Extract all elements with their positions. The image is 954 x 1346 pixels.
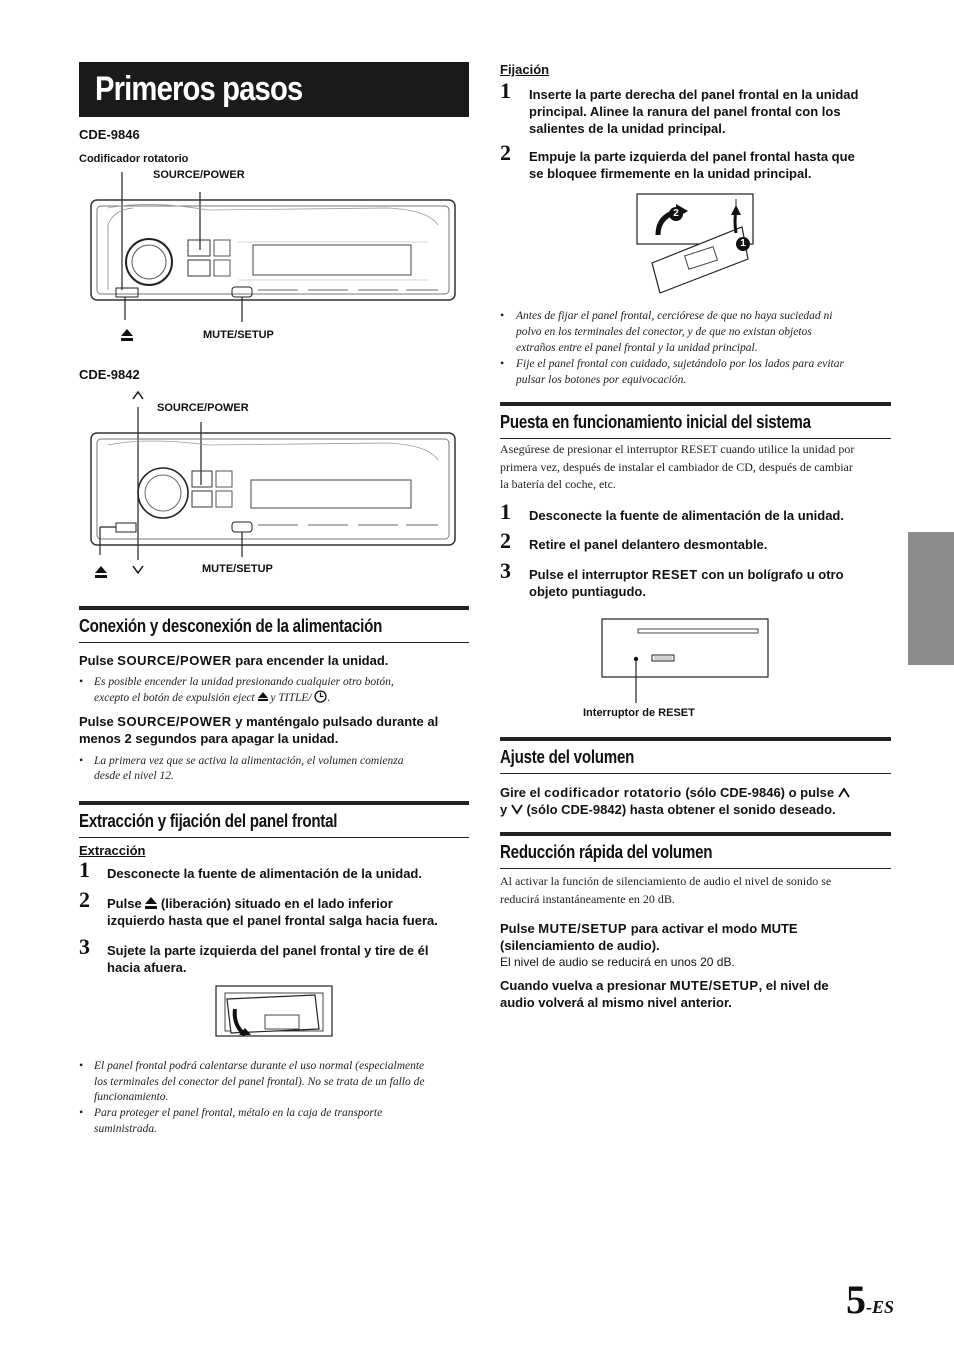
extraction-step-1: Desconecte la fuente de alimentación de la unidad. — [107, 866, 422, 881]
section-title-panel: Extracción y fijación del panel frontal — [79, 811, 338, 831]
section-header-mute — [500, 832, 891, 869]
extraction-step-3: Sujete la parte izquierda del panel frontal y tire de él hacia afuera. — [107, 943, 429, 975]
label-encoder: Codificador rotatorio — [79, 153, 189, 165]
step-number: 2 — [500, 528, 511, 553]
initial-step-3: Pulse el interruptor RESET con un bolígrafo u otro objeto puntiagudo. — [529, 567, 844, 599]
side-tab — [908, 532, 954, 665]
step-number: 1 — [500, 499, 511, 524]
initial-intro: Asegúrese de presionar el interruptor RESET cuando utilice la unidad por primera vez, después de instalar el cambiador de CD, después de cambiar la batería del coche, etc. — [500, 442, 855, 491]
fixation-step-1: Inserte la parte derecha del panel frontal en la unidad principal. Alinee la ranura del panel frontal con los salientes de la unidad principal. — [529, 87, 859, 136]
step-number: 1 — [500, 78, 511, 103]
label-mute-setup-2: MUTE/SETUP — [202, 563, 273, 575]
chevron-down-icon — [511, 804, 523, 815]
step-number: 3 — [79, 934, 90, 959]
label-mute-setup-1: MUTE/SETUP — [203, 329, 274, 341]
step-number: 2 — [79, 887, 90, 912]
page-title-bar — [79, 62, 469, 117]
subheading-extraction: Extracción — [79, 843, 146, 858]
model-label-cde9842: CDE-9842 — [79, 367, 140, 382]
label-reset-switch: Interruptor de RESET — [583, 707, 695, 719]
page-number: 5-ES — [846, 1277, 895, 1322]
step-number: 2 — [500, 140, 511, 165]
power-off-instruction: Pulse SOURCE/POWER y manténgalo pulsado durante al menos 2 segundos para apagar la unidad. — [79, 714, 439, 746]
panel-removal-illustration — [215, 985, 333, 1037]
label-source-power-2: SOURCE/POWER — [157, 402, 249, 414]
callout-1: 1 — [736, 237, 750, 251]
power-on-instruction: Pulse SOURCE/POWER para encender la unidad. — [79, 653, 389, 668]
initial-step-2: Retire el panel delantero desmontable. — [529, 537, 768, 552]
eject-icon-2 — [94, 565, 108, 579]
model-label-cde9846: CDE-9846 — [79, 127, 140, 142]
section-title-initial: Puesta en funcionamiento inicial del sistema — [500, 412, 811, 432]
chevron-up-icon — [132, 390, 144, 400]
head-unit-cde9846-illustration — [88, 170, 460, 350]
callout-2: 2 — [669, 207, 683, 221]
step-number: 3 — [500, 558, 511, 583]
section-header-volume — [500, 737, 891, 774]
step-number: 1 — [79, 857, 90, 882]
label-source-power-1: SOURCE/POWER — [153, 169, 245, 181]
clock-icon — [314, 690, 327, 703]
section-header-panel — [79, 801, 469, 838]
mute-intro: Al activar la función de silenciamiento de audio el nivel de sonido se reducirá instantáneamente en 20 dB. — [500, 874, 832, 906]
section-title-mute: Reducción rápida del volumen — [500, 842, 713, 862]
chevron-down-icon — [132, 565, 144, 575]
page-title: Primeros pasos — [95, 70, 303, 108]
extraction-step-2: Pulse (liberación) situado en el lado inferior izquierdo hasta que el panel frontal salga hacia fuera. — [107, 896, 438, 928]
eject-icon-inline — [258, 692, 268, 702]
chevron-up-icon — [838, 787, 850, 798]
unmute-instruction: Cuando vuelva a presionar MUTE/SETUP, el nivel de audio volverá al mismo nivel anterior. — [500, 978, 829, 1010]
fixation-step-2: Empuje la parte izquierda del panel frontal hasta que se bloquee firmemente en la unidad principal. — [529, 149, 855, 181]
eject-icon-inline-2 — [145, 897, 157, 909]
eject-icon — [120, 328, 134, 342]
initial-step-1: Desconecte la fuente de alimentación de la unidad. — [529, 508, 844, 523]
volume-instruction: Gire el codificador rotatorio (sólo CDE-9846) o pulse y (sólo CDE-9842) hasta obtener el sonido deseado. — [500, 784, 850, 818]
section-header-initial — [500, 402, 891, 439]
subheading-fixation: Fijación — [500, 62, 550, 77]
reset-switch-illustration — [600, 617, 770, 707]
section-header-power — [79, 606, 469, 643]
section-title-power: Conexión y desconexión de la alimentación — [79, 616, 383, 636]
mute-instruction: Pulse MUTE/SETUP para activar el modo MUTE (silenciamiento de audio). El nivel de audio se reducirá en unos 20 dB. — [500, 921, 798, 969]
head-unit-cde9842-illustration — [88, 405, 460, 565]
section-title-volume: Ajuste del volumen — [500, 747, 635, 767]
